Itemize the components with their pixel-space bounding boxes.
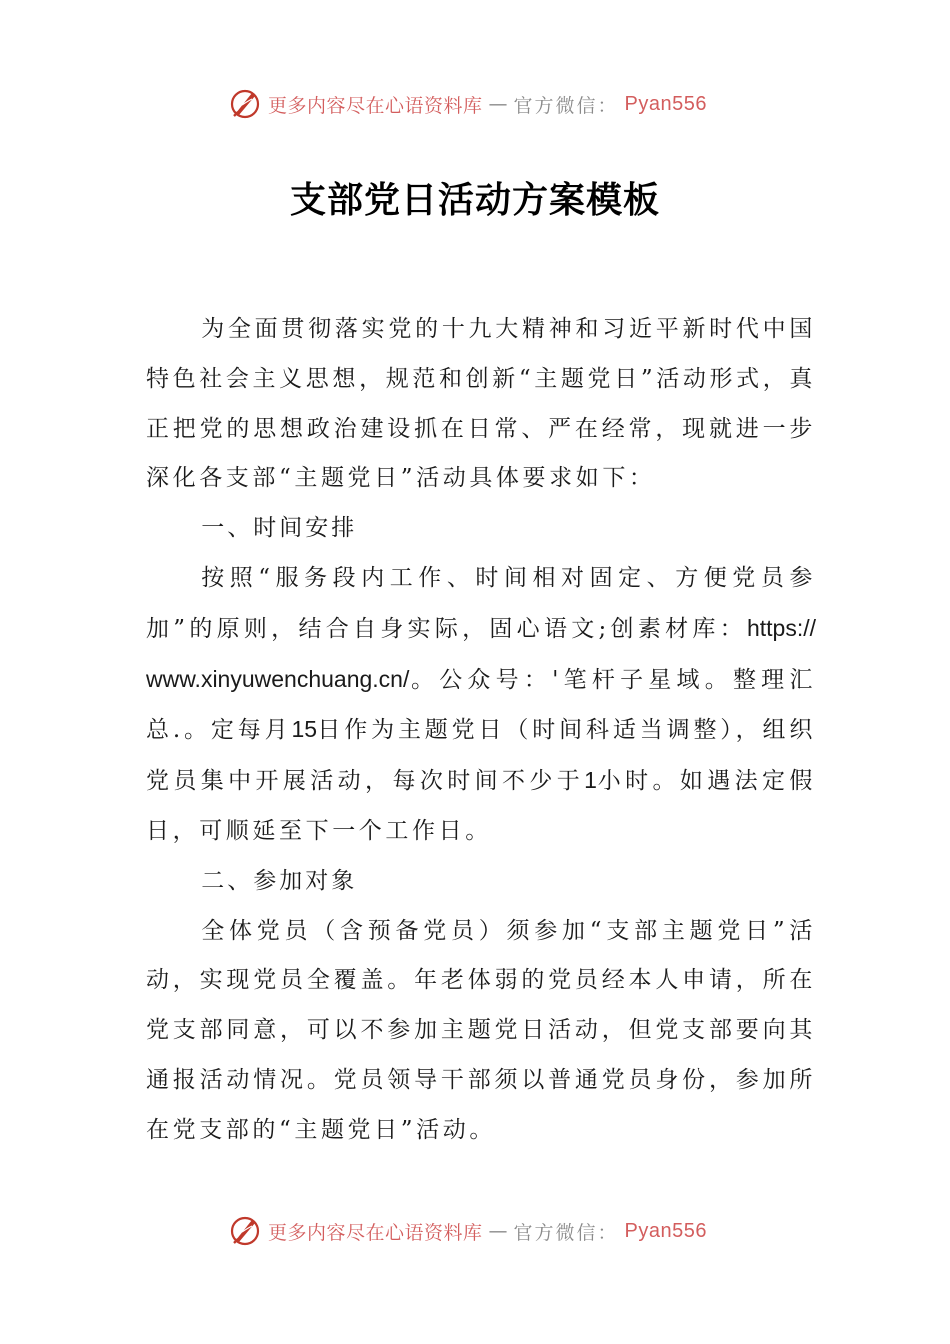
banner-text: 更多内容尽在心语资料库 — [268, 94, 483, 117]
header-banner — [228, 84, 707, 124]
page-title: 支部党日活动方案模板 — [289, 180, 660, 221]
banner-label: 官方微信： — [513, 94, 619, 117]
time-text-part1: 按照“服务段内工作、时间相对固定、方便党员参加”的原则，结合自身实际，固心语文;创素材库： — [146, 564, 816, 642]
footer-banner — [228, 1211, 707, 1251]
banner-text: 更多内容尽在心语资料库 — [268, 1221, 483, 1244]
quill-logo-icon — [228, 87, 262, 121]
time-text-part3: 日作为主题党日（时间科适当调整），组织党员集中开展活动，每次时间不少于 — [146, 717, 816, 795]
quill-logo-icon — [228, 1214, 262, 1248]
time-paragraph — [146, 554, 816, 857]
section-heading-time: 一、时间安排 — [201, 515, 358, 542]
banner-dash: — — [488, 93, 508, 115]
banner-dash: — — [488, 1220, 508, 1242]
participants-paragraph: 全体党员（含预备党员）须参加“支部主题党日”活动，实现党员全覆盖。年老体弱的党员经本人申请，所在党支部同意，可以不参加主题党日活动，但党支部要向其通报活动情况。党员领导干部须以普通党员身份，参加所在党支部的“主题党日”活动。 — [146, 917, 816, 1143]
document-body — [146, 305, 816, 1156]
section-heading-participants: 二、参加对象 — [201, 867, 358, 894]
banner-wechat-id: Pyan556 — [624, 1219, 707, 1242]
banner-label: 官方微信： — [513, 1221, 619, 1244]
time-text-part4: 小时。如遇法定假日，可顺延至下一个工作日。 — [146, 768, 816, 844]
time-text-part2: 。公众号：'笔杆子星域。整理汇总.。定每月 — [146, 666, 816, 744]
banner-wechat-id: Pyan556 — [624, 92, 707, 115]
hour-number: 1 — [584, 767, 597, 794]
day-number: 15 — [291, 716, 318, 743]
website-link: https://www.xinyuwenchuang.cn/ — [146, 614, 816, 692]
intro-paragraph: 为全面贯彻落实党的十九大精神和习近平新时代中国特色社会主义思想，规范和创新“主题党日”活动形式，真正把党的思想政治建设抓在日常、严在经常，现就进一步深化各支部“主题党日”活动具体要求如下： — [146, 316, 816, 492]
